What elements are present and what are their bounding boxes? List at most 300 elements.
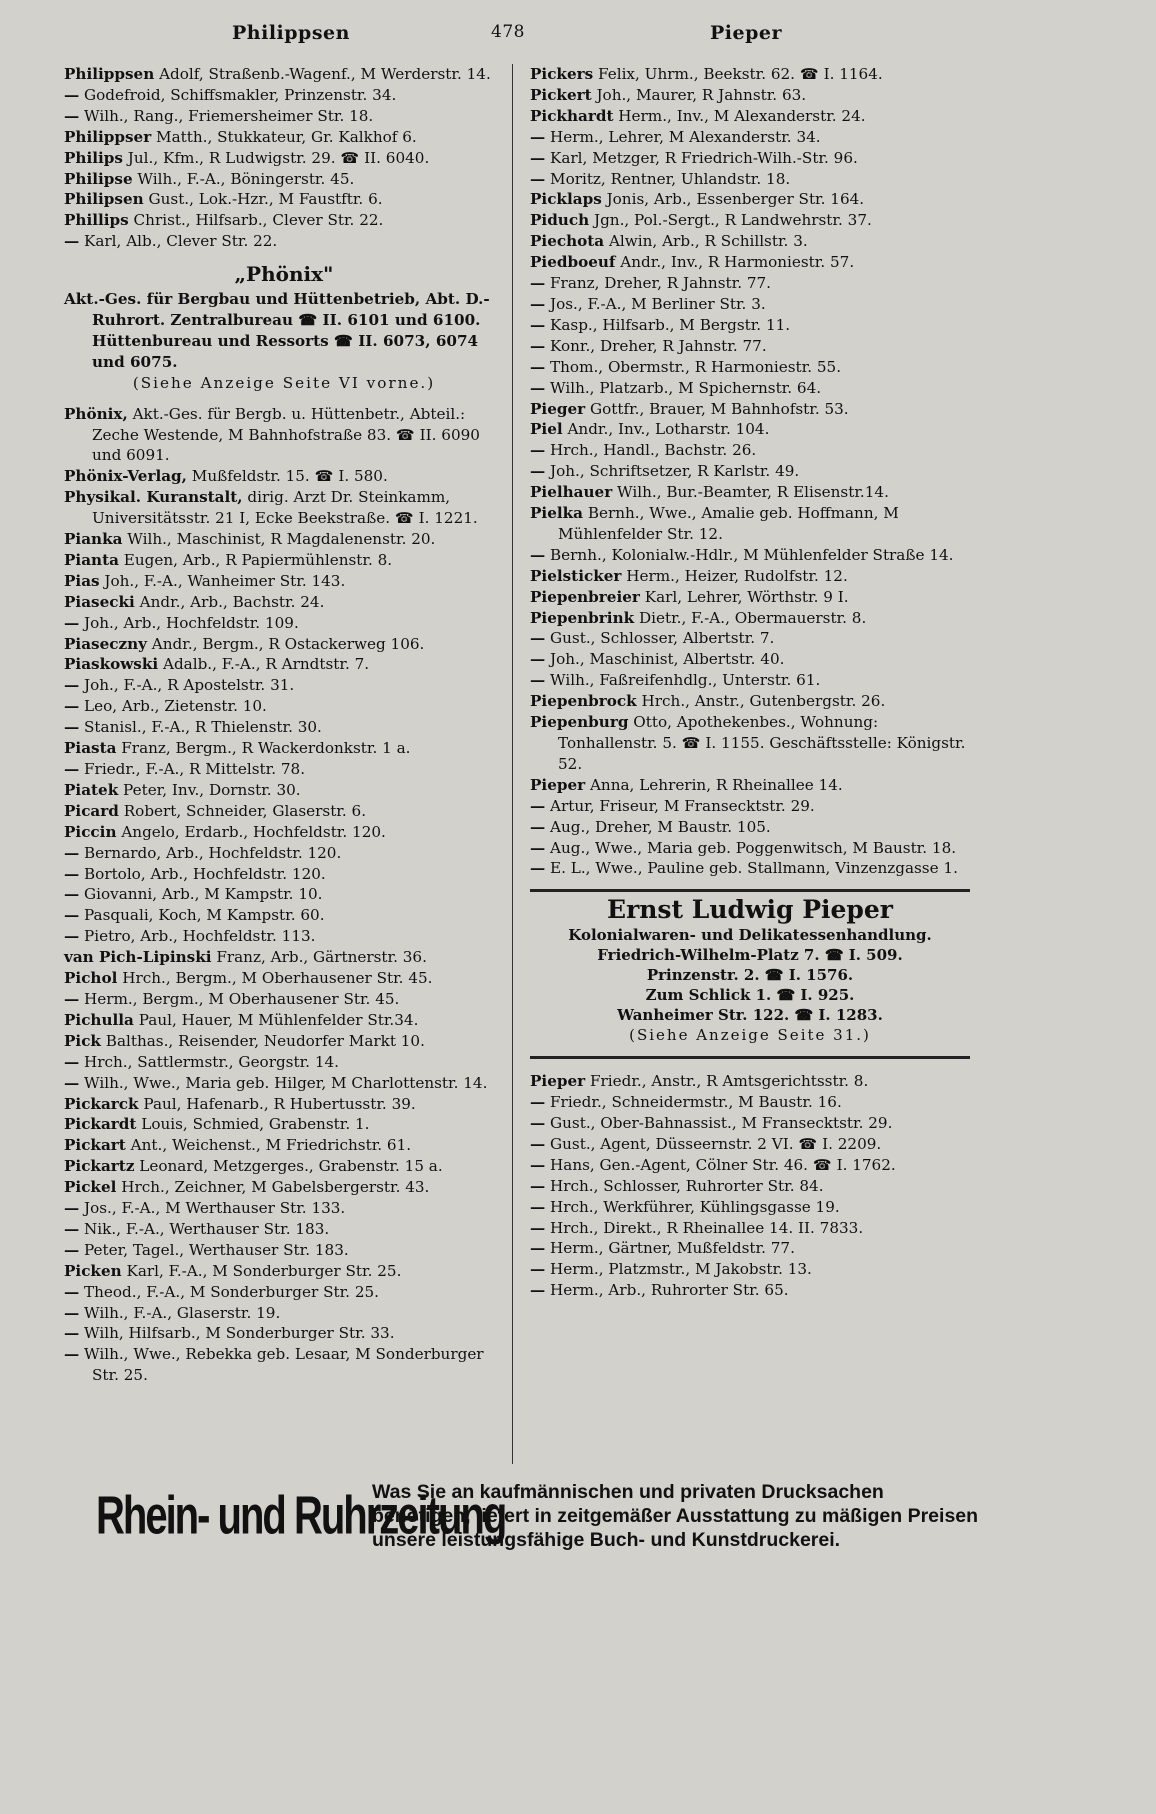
entry-details: Bernh., Wwe., Amalie geb. Hoffmann, M Mühlenfelder Str. 12. (558, 504, 899, 543)
entry-details: Joh., F.-A., Wanheimer Str. 143. (99, 571, 346, 590)
entry-name: Picard (64, 801, 119, 820)
directory-entry (64, 169, 504, 190)
entry-name: — (64, 989, 80, 1008)
directory-entry (64, 1073, 504, 1094)
directory-entry (530, 399, 970, 420)
entry-details: Matth., Stukkateur, Gr. Kalkhof 6. (151, 127, 417, 146)
directory-entry (530, 838, 970, 859)
entry-name: — (64, 85, 80, 104)
directory-entry (530, 545, 970, 566)
directory-entry (64, 654, 504, 675)
entry-name: Pieger (530, 399, 586, 418)
entry-name: Pickart (64, 1136, 126, 1155)
directory-entry (64, 926, 504, 947)
directory-entry (64, 550, 504, 571)
entry-details: Kasp., Hilfsarb., M Bergstr. 11. (545, 315, 791, 334)
directory-entry (530, 1155, 970, 1176)
entry-details: Hrch., Anstr., Gutenbergstr. 26. (636, 692, 886, 711)
entry-details: Pietro, Arb., Hochfeldstr. 113. (79, 927, 316, 946)
entry-name: Picklaps (530, 190, 602, 209)
entry-details: Karl, F.-A., M Sonderburger Str. 25. (121, 1261, 402, 1280)
entry-name: — (530, 1281, 546, 1300)
entry-details: Joh., F.-A., R Apostelstr. 31. (79, 676, 295, 695)
entry-name: — (64, 1282, 80, 1301)
entry-details: Giovanni, Arb., M Kampstr. 10. (79, 885, 323, 904)
directory-entry (64, 1282, 504, 1303)
entry-details: Eugen, Arb., R Papiermühlenstr. 8. (118, 550, 393, 569)
directory-entry (64, 1156, 504, 1177)
directory-entry (64, 947, 504, 968)
entry-name: — (530, 1093, 546, 1112)
entry-details: Gust., Schlosser, Albertstr. 7. (545, 629, 775, 648)
entry-details: Friedr., F.-A., R Mittelstr. 78. (79, 760, 306, 778)
entry-name: — (64, 1240, 80, 1259)
entry-name: — (64, 927, 80, 946)
directory-entry (530, 796, 970, 817)
entry-name: — (530, 1260, 546, 1279)
ad-line: Kolonialwaren- und Delikatessenhandlung. (568, 926, 932, 945)
header-left: Philippsen (232, 22, 350, 44)
directory-entry (64, 1261, 504, 1282)
ad-note: (Siehe Anzeige Seite 31.) (629, 1026, 871, 1045)
directory-entry (530, 252, 970, 273)
header-right: Pieper (710, 22, 782, 44)
entry-details: Herm., Arb., Ruhrorter Str. 65. (545, 1281, 789, 1300)
entry-name: Piduch (530, 211, 590, 230)
entry-details: Andr., Bergm., R Ostackerweg 106. (146, 634, 425, 653)
entry-name: Pias (64, 571, 100, 590)
entry-name: Pichol (64, 969, 118, 988)
entry-name: Phönix-Verlag, (64, 467, 187, 486)
entry-name: Pickardt (64, 1115, 137, 1134)
entry-name: — (64, 697, 80, 716)
entry-details: Robert, Schneider, Glaserstr. 6. (118, 801, 367, 820)
entry-name: Phönix, (64, 404, 128, 423)
directory-entry (530, 691, 970, 712)
entry-details: Adalb., F.-A., R Arndtstr. 7. (158, 655, 370, 674)
entry-name: Piaskowski (64, 655, 159, 674)
entry-name: — (64, 1073, 80, 1092)
entry-name: Philippser (64, 127, 152, 146)
directory-entry (64, 148, 504, 169)
entry-name: — (64, 1219, 80, 1238)
directory-entry (530, 712, 970, 775)
entry-details: Otto, Apothekenbes., Wohnung: Tonhallenstr. 5. ☎ I. 1155. Geschäftsstelle: Königstr. 52. (558, 713, 966, 773)
entry-details: Leonard, Metzgerges., Grabenstr. 15 a. (134, 1157, 443, 1176)
directory-entry (64, 759, 504, 780)
directory-entry (64, 404, 504, 467)
directory-entry (64, 1114, 504, 1135)
directory-entry (530, 566, 970, 587)
entry-details: Hrch., Direkt., R Rheinallee 14. II. 7833. (545, 1218, 864, 1237)
entry-details: Christ., Hilfsarb., Clever Str. 22. (128, 211, 384, 230)
entry-name: Piasta (64, 739, 117, 758)
entry-details: Mußfeldstr. 15. ☎ I. 580. (186, 467, 388, 486)
entry-details: Alwin, Arb., R Schillstr. 3. (604, 232, 808, 251)
entry-details: Jonis, Arb., Essenberger Str. 164. (601, 190, 865, 209)
entry-name: Philipse (64, 169, 133, 188)
entry-name: Piepenbrock (530, 692, 637, 711)
directory-entry (64, 487, 504, 529)
directory-entry (64, 1031, 504, 1052)
entry-details: Wilh., Platzarb., M Spichernstr. 64. (545, 378, 822, 397)
entry-details: Peter, Tagel., Werthauser Str. 183. (79, 1240, 349, 1259)
directory-entry (64, 822, 504, 843)
entry-name: — (530, 838, 546, 857)
entry-name: Pieper (530, 1072, 586, 1091)
entry-name: — (530, 545, 546, 564)
ad-line: Prinzenstr. 2. ☎ I. 1576. (646, 966, 854, 985)
entry-details: Franz, Bergm., R Wackerdonkstr. 1 a. (116, 739, 411, 758)
entry-name: — (64, 1324, 80, 1343)
entry-details: Jos., F.-A., M Werthauser Str. 133. (79, 1199, 346, 1218)
entry-details: Pasquali, Koch, M Kampstr. 60. (79, 906, 325, 925)
entry-name: — (530, 169, 546, 188)
entry-name: Pichulla (64, 1010, 134, 1029)
entry-details: Joh., Maurer, R Jahnstr. 63. (591, 85, 807, 104)
entry-details: Stanisl., F.-A., R Thielenstr. 30. (79, 718, 322, 737)
directory-entry (64, 210, 504, 231)
directory-entry (64, 613, 504, 634)
entry-name: — (530, 274, 546, 293)
footer-slogan: Was Sie an kaufmännischen und privaten Drucksachen benötigen, liefert in zeitgemäßer Ausstattung zu mäßigen Preisen unsere leistungsfähige Buch- und Kunstdruckerei. (372, 1481, 979, 1551)
directory-entry (64, 968, 504, 989)
entry-name: — (530, 650, 546, 669)
entry-details: Joh., Maschinist, Albertstr. 40. (545, 650, 785, 669)
entry-name: Pick (64, 1031, 101, 1050)
entry-name: Pickartz (64, 1157, 135, 1176)
entry-name: Pianka (64, 530, 123, 549)
entry-name: — (530, 859, 546, 878)
directory-entry (64, 884, 504, 905)
entry-details: Wilh., Rang., Friemersheimer Str. 18. (79, 106, 374, 125)
entry-name: — (64, 676, 80, 695)
directory-entry (530, 1071, 970, 1092)
entry-details: Friedr., Anstr., R Amtsgerichtsstr. 8. (585, 1072, 869, 1091)
entry-name: Piedboeuf (530, 253, 616, 272)
entry-details: Franz, Dreher, R Jahnstr. 77. (545, 274, 772, 293)
directory-entry (530, 587, 970, 608)
entry-name: — (64, 1052, 80, 1071)
entry-name: — (530, 378, 546, 397)
entry-name: Piepenbreier (530, 587, 640, 606)
ad-line: Wanheimer Str. 122. ☎ I. 1283. (617, 1006, 883, 1025)
entry-details: Hans, Gen.-Agent, Cölner Str. 46. ☎ I. 1762. (545, 1155, 896, 1174)
entry-name: — (530, 1176, 546, 1195)
entry-name: — (64, 1199, 80, 1218)
footer-advertisement (96, 1480, 979, 1560)
entry-details: Godefroid, Schiffsmakler, Prinzenstr. 34. (79, 85, 397, 104)
entry-name: — (64, 718, 80, 737)
directory-entry (64, 717, 504, 738)
entry-details: Hrch., Schlosser, Ruhrorter Str. 84. (545, 1176, 824, 1195)
directory-entry (530, 440, 970, 461)
entry-details: Hrch., Zeichner, M Gabelsbergerstr. 43. (116, 1178, 430, 1197)
entry-name: Physikal. Kuranstalt, (64, 488, 243, 507)
directory-entry (530, 1238, 970, 1259)
entry-name: — (530, 1113, 546, 1132)
entry-details: Herm., Inv., M Alexanderstr. 24. (613, 106, 866, 125)
entry-details: Wilh., Bur.-Beamter, R Elisenstr.14. (612, 483, 889, 502)
directory-entry (64, 466, 504, 487)
directory-entry (530, 482, 970, 503)
entry-name: Philips (64, 148, 123, 167)
entry-details: Joh., Arb., Hochfeldstr. 109. (79, 613, 299, 632)
entry-details: Herm., Heizer, Rudolfstr. 12. (621, 566, 848, 585)
directory-entry (530, 628, 970, 649)
entry-details: Bortolo, Arb., Hochfeldstr. 120. (79, 864, 326, 883)
directory-entry (64, 1219, 504, 1240)
advertisement-box (530, 889, 970, 1059)
entry-details: Peter, Inv., Dornstr. 30. (118, 780, 301, 799)
entry-details: Jul., Kfm., R Ludwigstr. 29. ☎ II. 6040. (122, 148, 430, 167)
directory-entry (530, 775, 970, 796)
directory-entry (64, 696, 504, 717)
directory-entry (530, 1134, 970, 1155)
directory-entry (64, 231, 504, 252)
entry-name: — (64, 1345, 80, 1364)
entry-name: Philippsen (64, 65, 155, 83)
entry-details: Herm., Bergm., M Oberhausener Str. 45. (79, 989, 400, 1008)
entry-details: Andr., Inv., R Harmoniestr. 57. (615, 253, 855, 272)
entry-details: dirig. Arzt Dr. Steinkamm, Universitätsstr. 21 I, Ecke Beekstraße. ☎ I. 1221. (92, 488, 478, 528)
entry-name: — (530, 127, 546, 146)
entry-details: Wilh., Wwe., Rebekka geb. Lesaar, M Sonderburger Str. 25. (79, 1345, 484, 1385)
directory-entry (64, 64, 504, 85)
entry-name: — (64, 843, 80, 862)
entry-details: Karl, Alb., Clever Str. 22. (79, 232, 278, 251)
entry-details: Moritz, Rentner, Uhlandstr. 18. (545, 169, 791, 188)
entry-details: Felix, Uhrm., Beekstr. 62. ☎ I. 1164. (593, 65, 883, 83)
entry-name: — (64, 760, 80, 778)
directory-entry (64, 905, 504, 926)
entry-details: Theod., F.-A., M Sonderburger Str. 25. (79, 1282, 379, 1301)
entry-name: — (64, 232, 80, 251)
directory-entry (64, 1198, 504, 1219)
entry-details: Wilh., F.-A., Böningerstr. 45. (132, 169, 355, 188)
entry-details: Gottfr., Brauer, M Bahnhofstr. 53. (585, 399, 849, 418)
entry-name: Piel (530, 420, 563, 439)
entry-name: — (530, 1197, 546, 1216)
entry-name: — (530, 1239, 546, 1258)
entry-details: Angelo, Erdarb., Hochfeldstr. 120. (116, 822, 386, 841)
entry-details: Louis, Schmied, Grabenstr. 1. (136, 1115, 370, 1134)
entry-details: Joh., Schriftsetzer, R Karlstr. 49. (545, 462, 800, 481)
directory-entry (64, 571, 504, 592)
directory-entry (530, 1218, 970, 1239)
directory-entry (530, 169, 970, 190)
entry-name: Picken (64, 1261, 122, 1280)
entry-name: — (530, 357, 546, 376)
entry-details: Dietr., F.-A., Obermauerstr. 8. (634, 608, 867, 627)
entry-name: — (530, 441, 546, 460)
directory-entry (64, 1177, 504, 1198)
directory-entry (64, 189, 504, 210)
entry-name: — (530, 817, 546, 836)
entry-details: Aug., Dreher, M Baustr. 105. (545, 817, 771, 836)
entry-name: Piccin (64, 822, 117, 841)
entry-details: Adolf, Straßenb.-Wagenf., M Werderstr. 14. (154, 65, 491, 83)
entry-name: — (530, 629, 546, 648)
entry-name: — (530, 148, 546, 167)
entry-name: — (64, 613, 80, 632)
directory-entry (530, 1280, 970, 1301)
directory-entry (530, 210, 970, 231)
entry-details: Ant., Weichenst., M Friedrichstr. 61. (125, 1136, 412, 1155)
entry-details: Artur, Friseur, M Fransecktstr. 29. (545, 796, 815, 815)
entry-details: Herm., Lehrer, M Alexanderstr. 34. (545, 127, 821, 146)
entry-details: E. L., Wwe., Pauline geb. Stallmann, Vinzenzgasse 1. (545, 859, 958, 878)
entry-details: Herm., Gärtner, Mußfeldstr. 77. (545, 1239, 795, 1258)
directory-entry (64, 1323, 504, 1344)
ad-line: Friedrich-Wilhelm-Platz 7. ☎ I. 509. (597, 946, 903, 965)
directory-entry (530, 1197, 970, 1218)
directory-entry (530, 357, 970, 378)
phoenix-body: Akt.-Ges. für Bergbau und Hüttenbetrieb, Abt. D.-Ruhrort. Zentralbureau ☎ II. 6101 und 6100. Hüttenbureau und Ressorts ☎ II. 6073, 6074 und 6075. (64, 290, 490, 371)
column-divider (512, 64, 513, 1464)
entry-details: Karl, Metzger, R Friedrich-Wilh.-Str. 96. (545, 148, 858, 167)
directory-entry (64, 989, 504, 1010)
directory-entry (64, 1135, 504, 1156)
entry-name: — (530, 462, 546, 481)
entry-name: — (530, 294, 546, 313)
entry-details: Andr., Inv., Lotharstr. 104. (562, 420, 770, 439)
directory-entry (64, 780, 504, 801)
entry-details: Hrch., Handl., Bachstr. 26. (545, 441, 757, 460)
entry-name: — (64, 906, 80, 925)
entry-name: Pianta (64, 550, 119, 569)
entry-details: Nik., F.-A., Werthauser Str. 183. (79, 1219, 330, 1238)
entry-details: Herm., Platzmstr., M Jakobstr. 13. (545, 1260, 812, 1279)
entry-details: Paul, Hafenarb., R Hubertusstr. 39. (138, 1094, 416, 1113)
directory-entry (64, 1010, 504, 1031)
entry-name: Pickers (530, 65, 594, 83)
entry-name: Pielhauer (530, 483, 613, 502)
directory-entry (530, 461, 970, 482)
directory-entry (530, 127, 970, 148)
entry-details: Gust., Ober-Bahnassist., M Fransecktstr. 29. (545, 1113, 893, 1132)
entry-details: Gust., Lok.-Hzr., M Faustftr. 6. (143, 190, 383, 209)
entry-details: Wilh., Maschinist, R Magdalenenstr. 20. (122, 530, 436, 549)
directory-entry (64, 1344, 504, 1386)
directory-entry (530, 1113, 970, 1134)
page-number: 478 (491, 22, 525, 42)
directory-entry (64, 529, 504, 550)
directory-entry (530, 231, 970, 252)
ad-name: Ernst Ludwig Pieper (607, 895, 893, 925)
directory-entry (64, 85, 504, 106)
entry-details: Wilh., Faßreifenhdlg., Unterstr. 61. (545, 671, 821, 690)
directory-entry (64, 127, 504, 148)
directory-entry (530, 817, 970, 838)
entry-details: Paul, Hauer, M Mühlenfelder Str.34. (133, 1010, 419, 1029)
directory-entry (530, 378, 970, 399)
directory-entry (530, 106, 970, 127)
entry-details: Karl, Lehrer, Wörthstr. 9 I. (639, 587, 849, 606)
entry-name: — (530, 336, 546, 355)
directory-entry (530, 858, 970, 879)
entry-name: Pickhardt (530, 106, 614, 125)
entry-name: — (530, 796, 546, 815)
directory-entry (530, 336, 970, 357)
directory-entry (530, 419, 970, 440)
entry-details: Hrch., Werkführer, Kühlingsgasse 19. (545, 1197, 840, 1216)
directory-entry (530, 85, 970, 106)
entry-details: Akt.-Ges. für Bergb. u. Hüttenbetr., Abteil.: Zeche Westende, M Bahnhofstraße 83. ☎ II. 6090 und 6091. (92, 404, 480, 465)
directory-entry (64, 1052, 504, 1073)
entry-name: — (64, 864, 80, 883)
directory-entry (530, 148, 970, 169)
directory-entry (64, 1240, 504, 1261)
directory-entry (64, 106, 504, 127)
entry-name: — (530, 1134, 546, 1153)
entry-name: — (64, 106, 80, 125)
directory-entry (64, 801, 504, 822)
entry-name: Piepenburg (530, 713, 629, 732)
entry-name: — (530, 671, 546, 690)
directory-entry (530, 1092, 970, 1113)
entry-name: Phillips (64, 211, 129, 230)
entry-details: Gust., Agent, Düsseernstr. 2 VI. ☎ I. 2209. (545, 1134, 882, 1153)
directory-entry (64, 1094, 504, 1115)
phoenix-title: „Phönix" (234, 262, 334, 287)
entry-name: Piepenbrink (530, 608, 635, 627)
entry-details: Anna, Lehrerin, R Rheinallee 14. (585, 775, 843, 794)
entry-name: Pieper (530, 775, 586, 794)
entry-details: Bernardo, Arb., Hochfeldstr. 120. (79, 843, 342, 862)
entry-name: Pickarck (64, 1094, 139, 1113)
entry-details: Balthas., Reisender, Neudorfer Markt 10. (100, 1031, 425, 1050)
entry-name: Pickert (530, 85, 592, 104)
left-column (64, 64, 504, 1386)
directory-entry (64, 843, 504, 864)
entry-details: Leo, Arb., Zietenstr. 10. (79, 697, 267, 716)
entry-name: — (64, 885, 80, 904)
entry-name: Pielsticker (530, 566, 622, 585)
directory-entry (64, 675, 504, 696)
entry-details: Hrch., Sattlermstr., Georgstr. 14. (79, 1052, 339, 1071)
directory-entry (64, 634, 504, 655)
directory-entry (530, 315, 970, 336)
entry-name: — (64, 1303, 80, 1322)
entry-name: — (530, 315, 546, 334)
directory-entry (530, 273, 970, 294)
entry-name: Piechota (530, 232, 605, 251)
entry-name: — (530, 1218, 546, 1237)
directory-entry (530, 294, 970, 315)
entry-details: Hrch., Bergm., M Oberhausener Str. 45. (117, 969, 433, 988)
entry-name: Philipsen (64, 190, 144, 209)
right-column (530, 64, 970, 1301)
directory-entry (530, 1176, 970, 1197)
entry-details: Wilh, Hilfsarb., M Sonderburger Str. 33. (79, 1324, 395, 1343)
entry-details: Aug., Wwe., Maria geb. Poggenwitsch, M Baustr. 18. (545, 838, 957, 857)
entry-name: Piasecki (64, 592, 135, 611)
entry-name: Pielka (530, 504, 583, 523)
directory-entry (64, 592, 504, 613)
directory-entry (530, 1259, 970, 1280)
entry-details: Bernh., Kolonialw.-Hdlr., M Mühlenfelder Straße 14. (545, 545, 954, 564)
entry-details: Andr., Arb., Bachstr. 24. (134, 592, 325, 611)
directory-entry (530, 649, 970, 670)
entry-details: Thom., Obermstr., R Harmoniestr. 55. (545, 357, 842, 376)
footer-brand: Rhein- und Ruhrzeitung (96, 1486, 506, 1546)
directory-entry (530, 670, 970, 691)
entry-name: Piaseczny (64, 634, 147, 653)
directory-entry (530, 608, 970, 629)
entry-details: Jos., F.-A., M Berliner Str. 3. (545, 294, 766, 313)
ad-line: Zum Schlick 1. ☎ I. 925. (645, 986, 855, 1005)
